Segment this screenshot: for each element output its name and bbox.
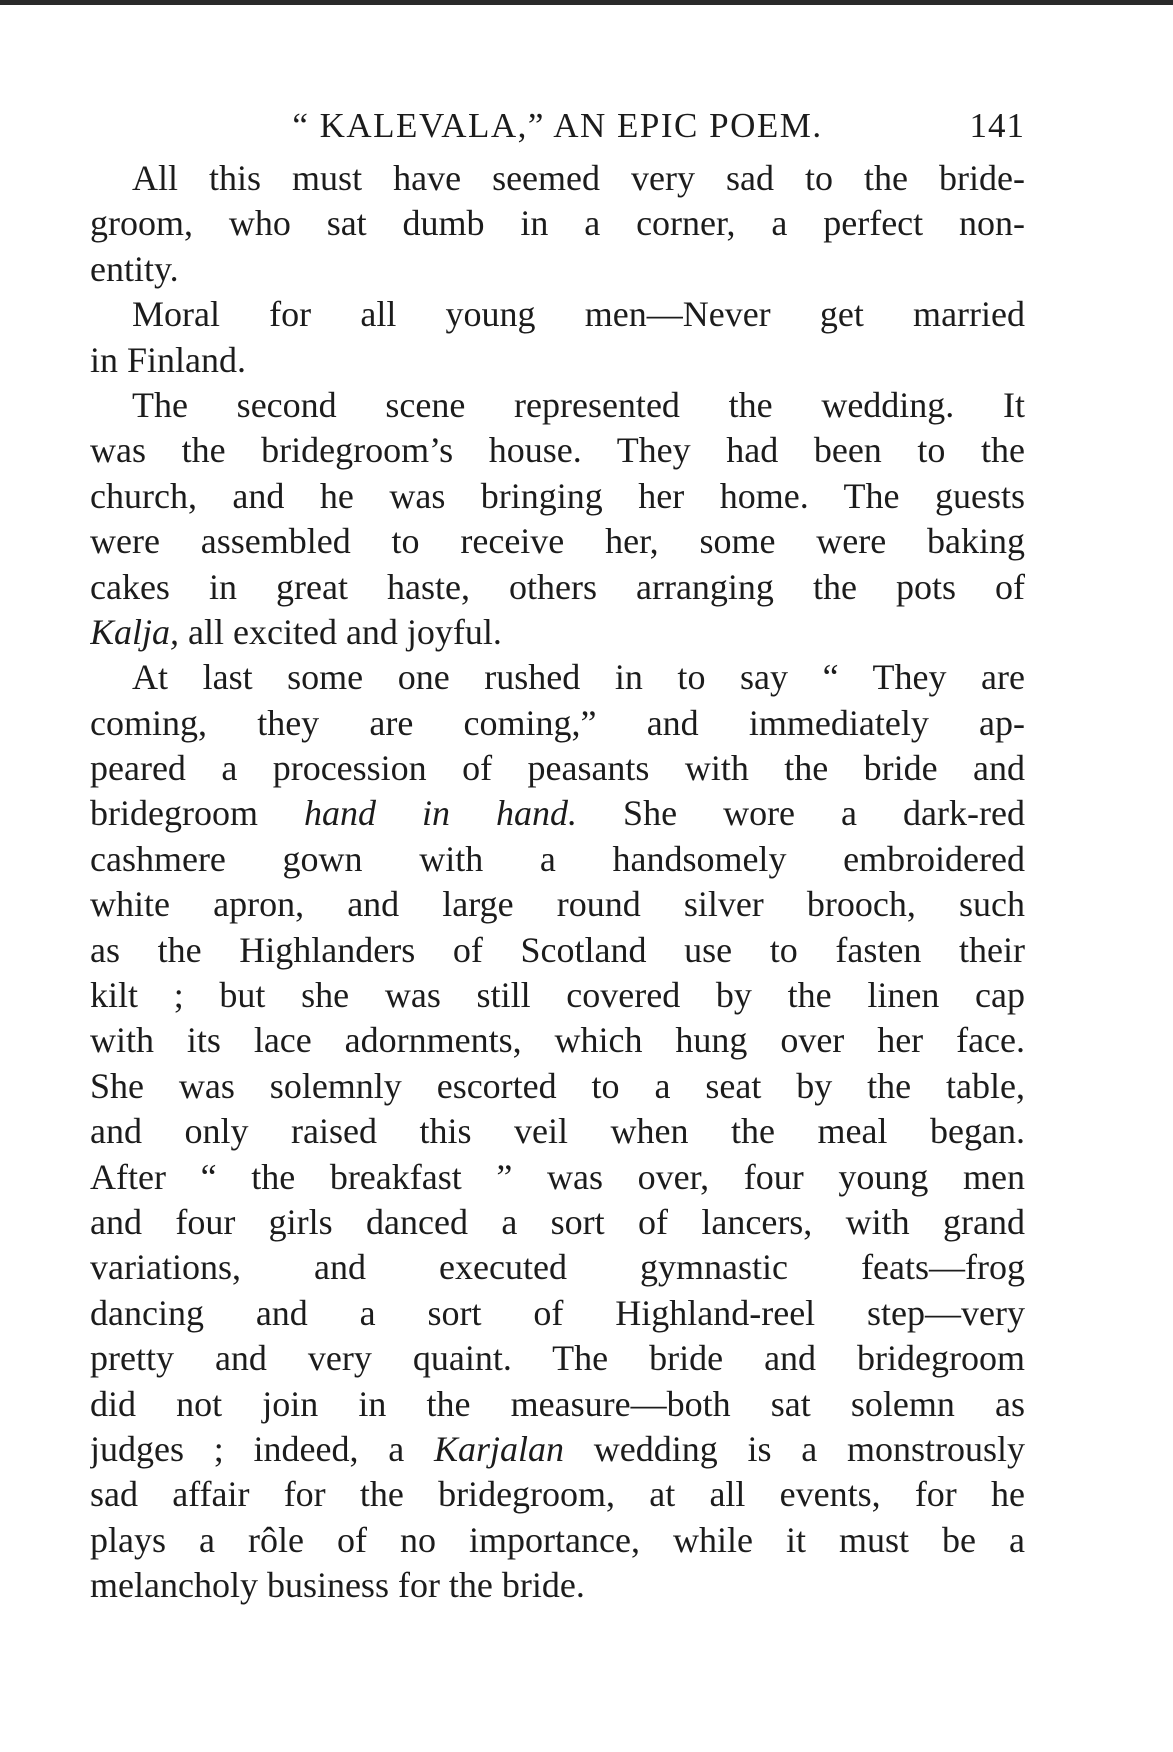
text-line bbox=[90, 1064, 1025, 1109]
text-segment: kilt ; but she was still covered by the linen cap bbox=[90, 975, 1025, 1016]
text-line bbox=[90, 746, 1025, 791]
text-segment: in Finland. bbox=[90, 339, 247, 380]
text-line bbox=[90, 383, 1025, 428]
text-segment: wedding is a monstrously bbox=[563, 1428, 1025, 1469]
text-line bbox=[90, 1291, 1025, 1336]
text-segment: groom, who sat dumb in a corner, a perfect non- bbox=[90, 203, 1025, 244]
text-segment: bridegroom bbox=[90, 793, 304, 834]
text-segment: All this must have seemed very sad to the bride- bbox=[132, 158, 1025, 198]
body-text bbox=[90, 156, 1025, 1609]
text-line bbox=[90, 1200, 1025, 1245]
text-segment: melancholy business for the bride. bbox=[90, 1565, 585, 1606]
text-line bbox=[90, 655, 1025, 700]
text-line bbox=[90, 1245, 1025, 1290]
text-line bbox=[90, 247, 1025, 292]
text-line bbox=[90, 1518, 1025, 1563]
text-line bbox=[90, 837, 1025, 882]
text-line bbox=[90, 973, 1025, 1018]
text-line bbox=[90, 201, 1025, 246]
text-segment: Moral for all young men—Never get married bbox=[132, 294, 1025, 335]
page-number: 141 bbox=[969, 106, 1025, 145]
text-line bbox=[90, 1336, 1025, 1381]
text-segment: cakes in great haste, others arranging the pots of bbox=[90, 566, 1025, 607]
text-line bbox=[90, 338, 1025, 383]
text-segment: and four girls danced a sort of lancers, with grand bbox=[90, 1201, 1025, 1242]
text-segment: variations, and executed gymnastic feats—frog bbox=[90, 1247, 1025, 1288]
text-line bbox=[90, 474, 1025, 519]
text-segment: plays a rôle of no importance, while it must be a bbox=[90, 1519, 1025, 1560]
text-segment: She wore a dark-red bbox=[577, 793, 1025, 834]
text-line bbox=[90, 565, 1025, 610]
text-line bbox=[90, 1155, 1025, 1200]
text-line bbox=[90, 519, 1025, 564]
text-segment: were assembled to receive her, some were baking bbox=[90, 521, 1025, 562]
text-segment: pretty and very quaint. The bride and bridegroom bbox=[90, 1338, 1025, 1379]
text-segment: entity. bbox=[90, 248, 179, 289]
text-segment: sad affair for the bridegroom, at all events, for he bbox=[90, 1474, 1025, 1515]
text-line bbox=[90, 610, 1025, 655]
text-line bbox=[90, 1018, 1025, 1063]
text-segment: was the bridegroom’s house. They had been to the bbox=[90, 430, 1025, 471]
text-line bbox=[90, 928, 1025, 973]
text-segment: cashmere gown with a handsomely embroidered bbox=[90, 838, 1025, 879]
text-segment: coming, they are coming,” and immediately ap- bbox=[90, 702, 1025, 743]
text-segment: white apron, and large round silver brooch, such bbox=[90, 884, 1025, 925]
text-segment: At last some one rushed in to say “ They are bbox=[132, 657, 1025, 698]
text-segment: as the Highlanders of Scotland use to fasten their bbox=[90, 929, 1025, 970]
text-line bbox=[90, 882, 1025, 927]
text-segment: judges ; indeed, a bbox=[90, 1428, 434, 1469]
italic-term: Karjalan bbox=[433, 1428, 564, 1469]
running-title: “ KALEVALA,” AN EPIC POEM. bbox=[292, 106, 823, 145]
text-line bbox=[90, 701, 1025, 746]
text-line bbox=[90, 428, 1025, 473]
text-segment: all excited and joyful. bbox=[179, 611, 502, 652]
text-line bbox=[90, 1472, 1025, 1517]
text-segment: and only raised this veil when the meal began. bbox=[90, 1111, 1025, 1152]
italic-term: Kalja, bbox=[90, 611, 180, 652]
text-segment: peared a procession of peasants with the bride and bbox=[90, 748, 1025, 789]
text-segment: After “ the breakfast ” was over, four young men bbox=[90, 1156, 1025, 1197]
running-head bbox=[90, 96, 1025, 156]
text-segment: dancing and a sort of Highland-reel step—very bbox=[90, 1292, 1025, 1333]
text-segment: The second scene represented the wedding. It bbox=[132, 384, 1025, 425]
text-line bbox=[90, 1109, 1025, 1154]
text-line bbox=[90, 1563, 1025, 1608]
text-segment: did not join in the measure—both sat solemn as bbox=[90, 1383, 1025, 1424]
text-line bbox=[90, 156, 1025, 201]
text-segment: She was solemnly escorted to a seat by the table, bbox=[90, 1065, 1025, 1106]
text-line bbox=[90, 1427, 1025, 1472]
text-line bbox=[90, 292, 1025, 337]
text-segment: with its lace adornments, which hung over her face. bbox=[90, 1020, 1025, 1061]
text-segment: church, and he was bringing her home. The guests bbox=[90, 475, 1025, 516]
text-line bbox=[90, 791, 1025, 836]
text-line bbox=[90, 1382, 1025, 1427]
italic-term: hand in hand. bbox=[303, 793, 578, 834]
